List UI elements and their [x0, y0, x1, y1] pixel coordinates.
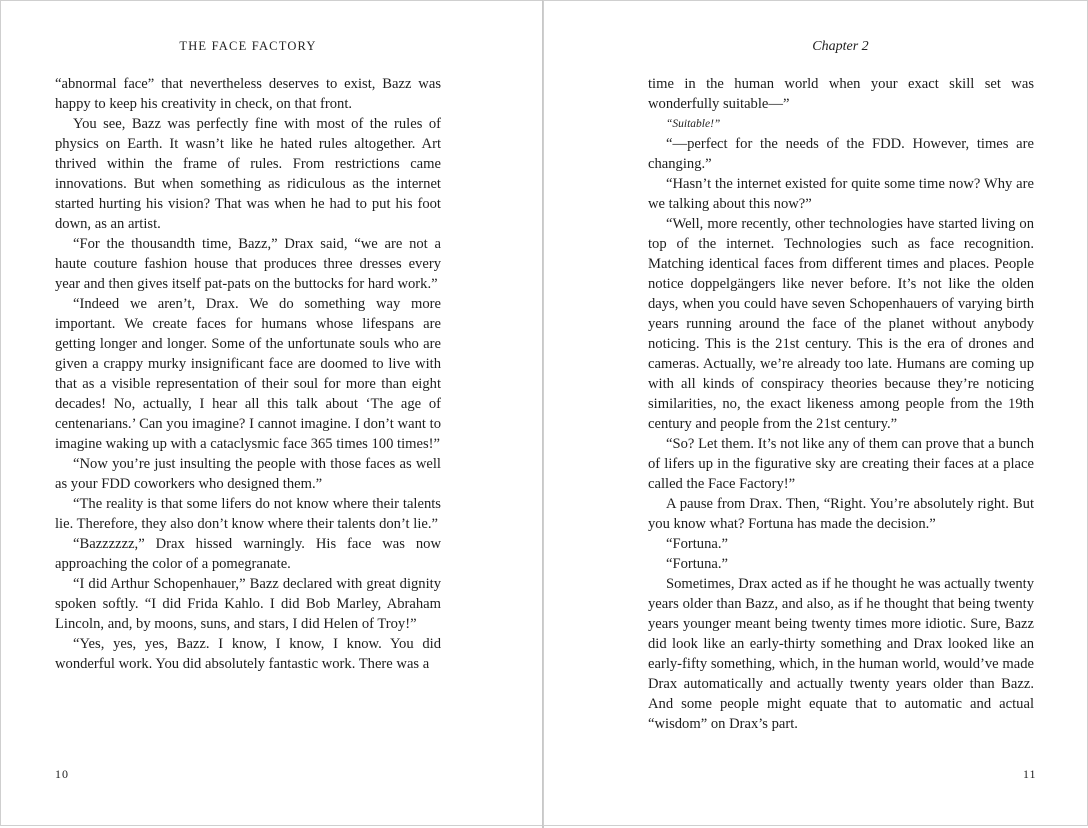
paragraph: “Hasn’t the internet existed for quite some time now? Why are we talking about this now?” [648, 176, 1034, 212]
paragraph: “Suitable!” [666, 118, 721, 130]
paragraph: “Fortuna.” [666, 536, 729, 552]
paragraph: “The reality is that some lifers do not know where their talents lie. Therefore, they also don’t know where their talents don’t lie.” [55, 496, 441, 532]
running-head-book-title: THE FACE FACTORY [179, 39, 317, 53]
page-number-right: 11 [1023, 767, 1037, 781]
left-page [0, 0, 543, 826]
paragraph: A pause from Drax. Then, “Right. You’re absolutely right. But you know what? Fortuna has made the decision.” [648, 496, 1034, 532]
paragraph: “Well, more recently, other technologies have started living on top of the internet. Technologies such as face recognition. Matching identical faces from different times and places. People notice doppelgängers like never before. It’s not like the olden days, when you could have seven Schopenhauers of varying birth years running around the face of the planet without anybody noticing. This is the 21st century. This is the era of drones and cameras. Actually, we’re already too late. Humans are coming up with all kinds of conspiracy theories because they’re noticing similarities, no, the exact likeness among people from the 19th century and people from the 21st century.” [648, 216, 1034, 432]
paragraph: “Bazzzzzz,” Drax hissed warningly. His face was now approaching the color of a pomegranate. [55, 536, 441, 572]
paragraph: “Yes, yes, yes, Bazz. I know, I know, I know. You did wonderful work. You did absolutely fantastic work. There was a [55, 636, 441, 672]
paragraph: “—perfect for the needs of the FDD. However, times are changing.” [648, 136, 1034, 172]
right-page-body [648, 74, 1034, 734]
paragraph: You see, Bazz was perfectly fine with most of the rules of physics on Earth. It wasn’t like he hated rules altogether. Art thrived within the frame of rules. From restrictions came innovations. But when something as ridiculous as the internet started hurting his vision? That was when he had to put his foot down, as an artist. [55, 116, 441, 232]
paragraph: “I did Arthur Schopenhauer,” Bazz declared with great dignity spoken softly. “I did Frida Kahlo. I did Bob Marley, Abraham Lincoln, and, by moons, suns, and stars, I did Helen of Troy!” [55, 576, 441, 632]
paragraph: “Now you’re just insulting the people with those faces as well as your FDD coworkers who designed them.” [55, 456, 441, 492]
running-head-chapter: Chapter 2 [812, 39, 869, 54]
paragraph: Sometimes, Drax acted as if he thought he was actually twenty years older than Bazz, and also, as if he thought that being twenty years younger meant being twenty times more idiotic. Sure, Bazz did look like an early-thirty something and Drax looked like an early-fifty something, which, in the human world, would’ve made Drax automatically and actually twenty years older than Bazz. And some people might equate that to automatic and actual “wisdom” on Drax’s part. [648, 576, 1034, 732]
left-page-body [55, 74, 441, 674]
paragraph: “Indeed we aren’t, Drax. We do something way more important. We create faces for humans whose lifespans are getting longer and longer. Some of the unfortunate souls who are given a crappy murky insignificant face are doomed to live with that as a visible representation of their soul for more than eight decades! No, actually, I hear all this talk about ‘The age of centenarians.’ Can you imagine? I cannot imagine. I don’t want to imagine waking up with a cataclysmic face 365 times 100 times!” [55, 296, 441, 452]
right-page [543, 0, 1088, 826]
paragraph: “So? Let them. It’s not like any of them can prove that a bunch of lifers up in the figurative sky are creating their faces at a place called the Face Factory!” [648, 436, 1034, 492]
paragraph: “abnormal face” that nevertheless deserves to exist, Bazz was happy to keep his creativity in check, on that front. [55, 76, 441, 112]
page-number-left: 10 [55, 767, 69, 781]
paragraph: “Fortuna.” [666, 556, 729, 572]
paragraph: “For the thousandth time, Bazz,” Drax said, “we are not a haute couture fashion house that produces three dresses every year and then gives itself pat-pats on the buttocks for hard work.” [55, 236, 441, 292]
paragraph: time in the human world when your exact skill set was wonderfully suitable—” [648, 76, 1034, 112]
